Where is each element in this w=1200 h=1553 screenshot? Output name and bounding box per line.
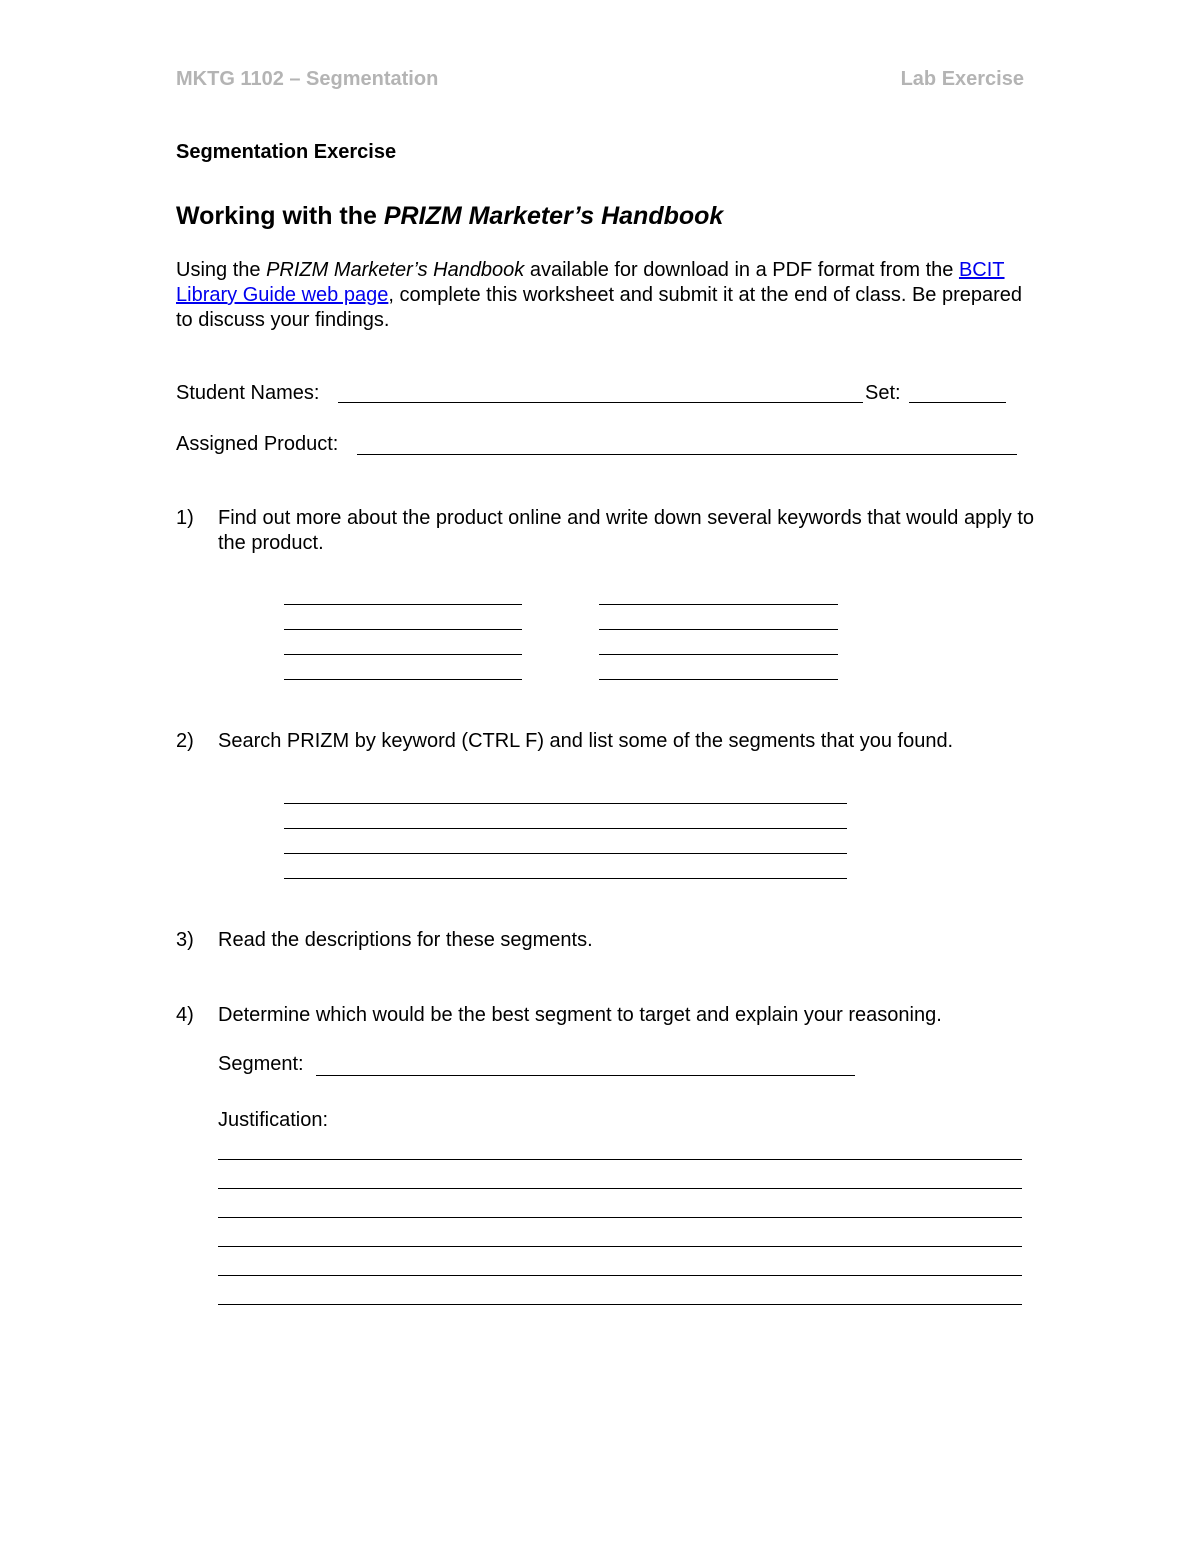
intro-part1: Using the [176,259,267,281]
keyword-field-5[interactable] [284,654,522,655]
justification-field-5[interactable] [218,1275,1022,1276]
page-title [176,202,723,231]
header-course: MKTG 1102 – Segmentation [176,68,439,90]
keyword-field-2[interactable] [599,604,838,605]
student-names-field[interactable] [338,402,863,403]
assigned-product-label: Assigned Product: [176,433,339,455]
assigned-product-field[interactable] [357,454,1017,455]
student-names-row [176,381,319,406]
question-2-text: Search PRIZM by keyword (CTRL F) and list some of the segments that you found. [218,730,954,752]
intro-book: PRIZM Marketer’s Handbook [266,259,525,281]
section-title: Segmentation Exercise [176,141,397,163]
question-3-text: Read the descriptions for these segments. [218,929,593,951]
library-guide-link[interactable]: BCIT Library Guide web page [176,259,1005,306]
intro-part2: available for download in a PDF format from the [524,259,959,281]
keyword-field-8[interactable] [599,679,838,680]
question-1-text: Find out more about the product online and write down several keywords that would apply to the product. [218,507,1035,554]
set-label: Set: [865,382,901,404]
question-1-number: 1) [176,507,194,529]
justification-field-6[interactable] [218,1304,1022,1305]
keyword-field-4[interactable] [599,629,838,630]
segment-label: Segment: [218,1053,304,1075]
segment-list-field-1[interactable] [284,803,847,804]
question-4-number: 4) [176,1004,194,1026]
segment-list-field-2[interactable] [284,828,847,829]
justification-label: Justification: [218,1109,329,1131]
keyword-field-3[interactable] [284,629,522,630]
segment-list-field-4[interactable] [284,878,847,879]
set-field[interactable] [909,402,1006,403]
header-type: Lab Exercise [900,68,1024,90]
question-2-number: 2) [176,730,194,752]
student-names-label: Student Names: [176,382,320,404]
title-book: PRIZM Marketer’s Handbook [383,202,724,230]
justification-field-2[interactable] [218,1188,1022,1189]
justification-field-1[interactable] [218,1159,1022,1160]
question-4-text: Determine which would be the best segment to target and explain your reasoning. [218,1004,942,1026]
intro-part3: , complete this worksheet and submit it at the end of class. Be prepared to discuss your findings. [176,284,1023,331]
justification-field-3[interactable] [218,1217,1022,1218]
segment-list-field-3[interactable] [284,853,847,854]
keyword-field-1[interactable] [284,604,522,605]
keyword-field-7[interactable] [284,679,522,680]
keyword-field-6[interactable] [599,654,838,655]
segment-field[interactable] [316,1075,855,1076]
intro-paragraph [176,258,1036,333]
question-3-number: 3) [176,929,194,951]
justification-field-4[interactable] [218,1246,1022,1247]
title-prefix: Working with the [176,202,384,230]
